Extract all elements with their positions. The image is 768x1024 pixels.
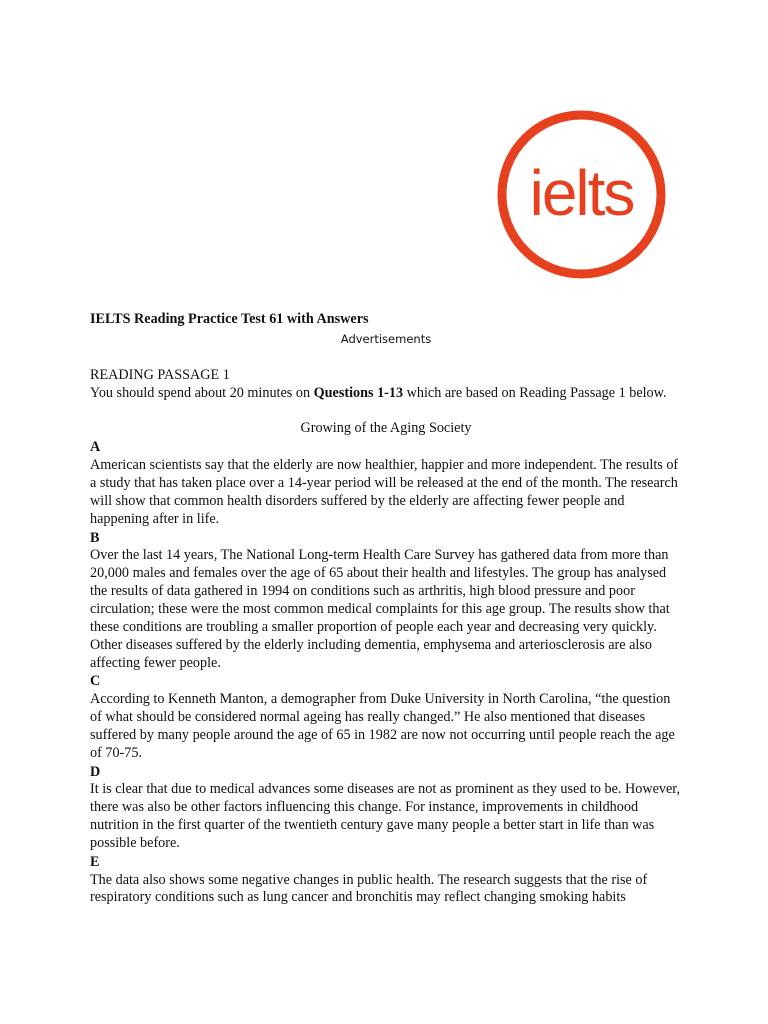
- document-title: IELTS Reading Practice Test 61 with Answers: [90, 311, 369, 327]
- section-letter-c: C: [90, 673, 101, 690]
- section-letter-a: A: [90, 439, 101, 456]
- section-letter-d: D: [90, 763, 101, 780]
- section-letter-b: B: [90, 529, 100, 546]
- section-paragraph-b: Over the last 14 years, The National Long-term Health Care Survey has gathered data from more than 20,000 males and females over the age of 65 about their health and lifestyles. The group has analysed the results of data gathered in 1994 on conditions such as arthritis, high blood pressure and poor circulation; these were the most common medical complaints for this age group. The results show that these conditions are troubling a smaller proportion of people each year and decreasing very quickly. Other diseases suffered by the elderly including dementia, emphysema and arteriosclerosis are also affecting fewer people.: [90, 547, 670, 671]
- instruction-text: [90, 385, 682, 403]
- section-paragraph-c: According to Kenneth Manton, a demographer from Duke University in North Carolina, “the question of what should be considered normal ageing has really changed.” He also mentioned that diseases suffered by many people around the age of 65 in 1982 are now not occurring until people reach the age of 70-75.: [90, 691, 675, 761]
- article-title: Growing of the Aging Society: [300, 419, 472, 436]
- document-body: [90, 311, 682, 907]
- logo-text: ielts: [529, 157, 634, 229]
- instruction-before: You should spend about 20 minutes on: [90, 384, 314, 401]
- ielts-logo: [497, 110, 666, 279]
- instruction-after: which are based on Reading Passage 1 below.: [403, 384, 667, 401]
- instruction-questions: Questions 1-13: [313, 384, 404, 401]
- section-paragraph-d: It is clear that due to medical advances some diseases are not as prominent as they used to be. However, there was also be other factors influencing this change. For instance, improvements in childhood nutrition in the first quarter of the twentieth century gave many people a better start in life than was possible before.: [90, 781, 680, 851]
- section-paragraph-e: The data also shows some negative changes in public health. The research suggests that the rise of respiratory conditions such as lung cancer and bronchitis may reflect changing smoking habits: [90, 871, 648, 906]
- passage-heading: READING PASSAGE 1: [90, 366, 230, 383]
- section-paragraph-a: American scientists say that the elderly are now healthier, happier and more independent. The results of a study that has taken place over a 14-year period will be released at the end of the month. The research will show that common health disorders suffered by the elderly are affecting fewer people and happening after in life.: [90, 457, 679, 527]
- section-letter-e: E: [90, 853, 100, 870]
- advertisements-label: Advertisements: [340, 331, 432, 346]
